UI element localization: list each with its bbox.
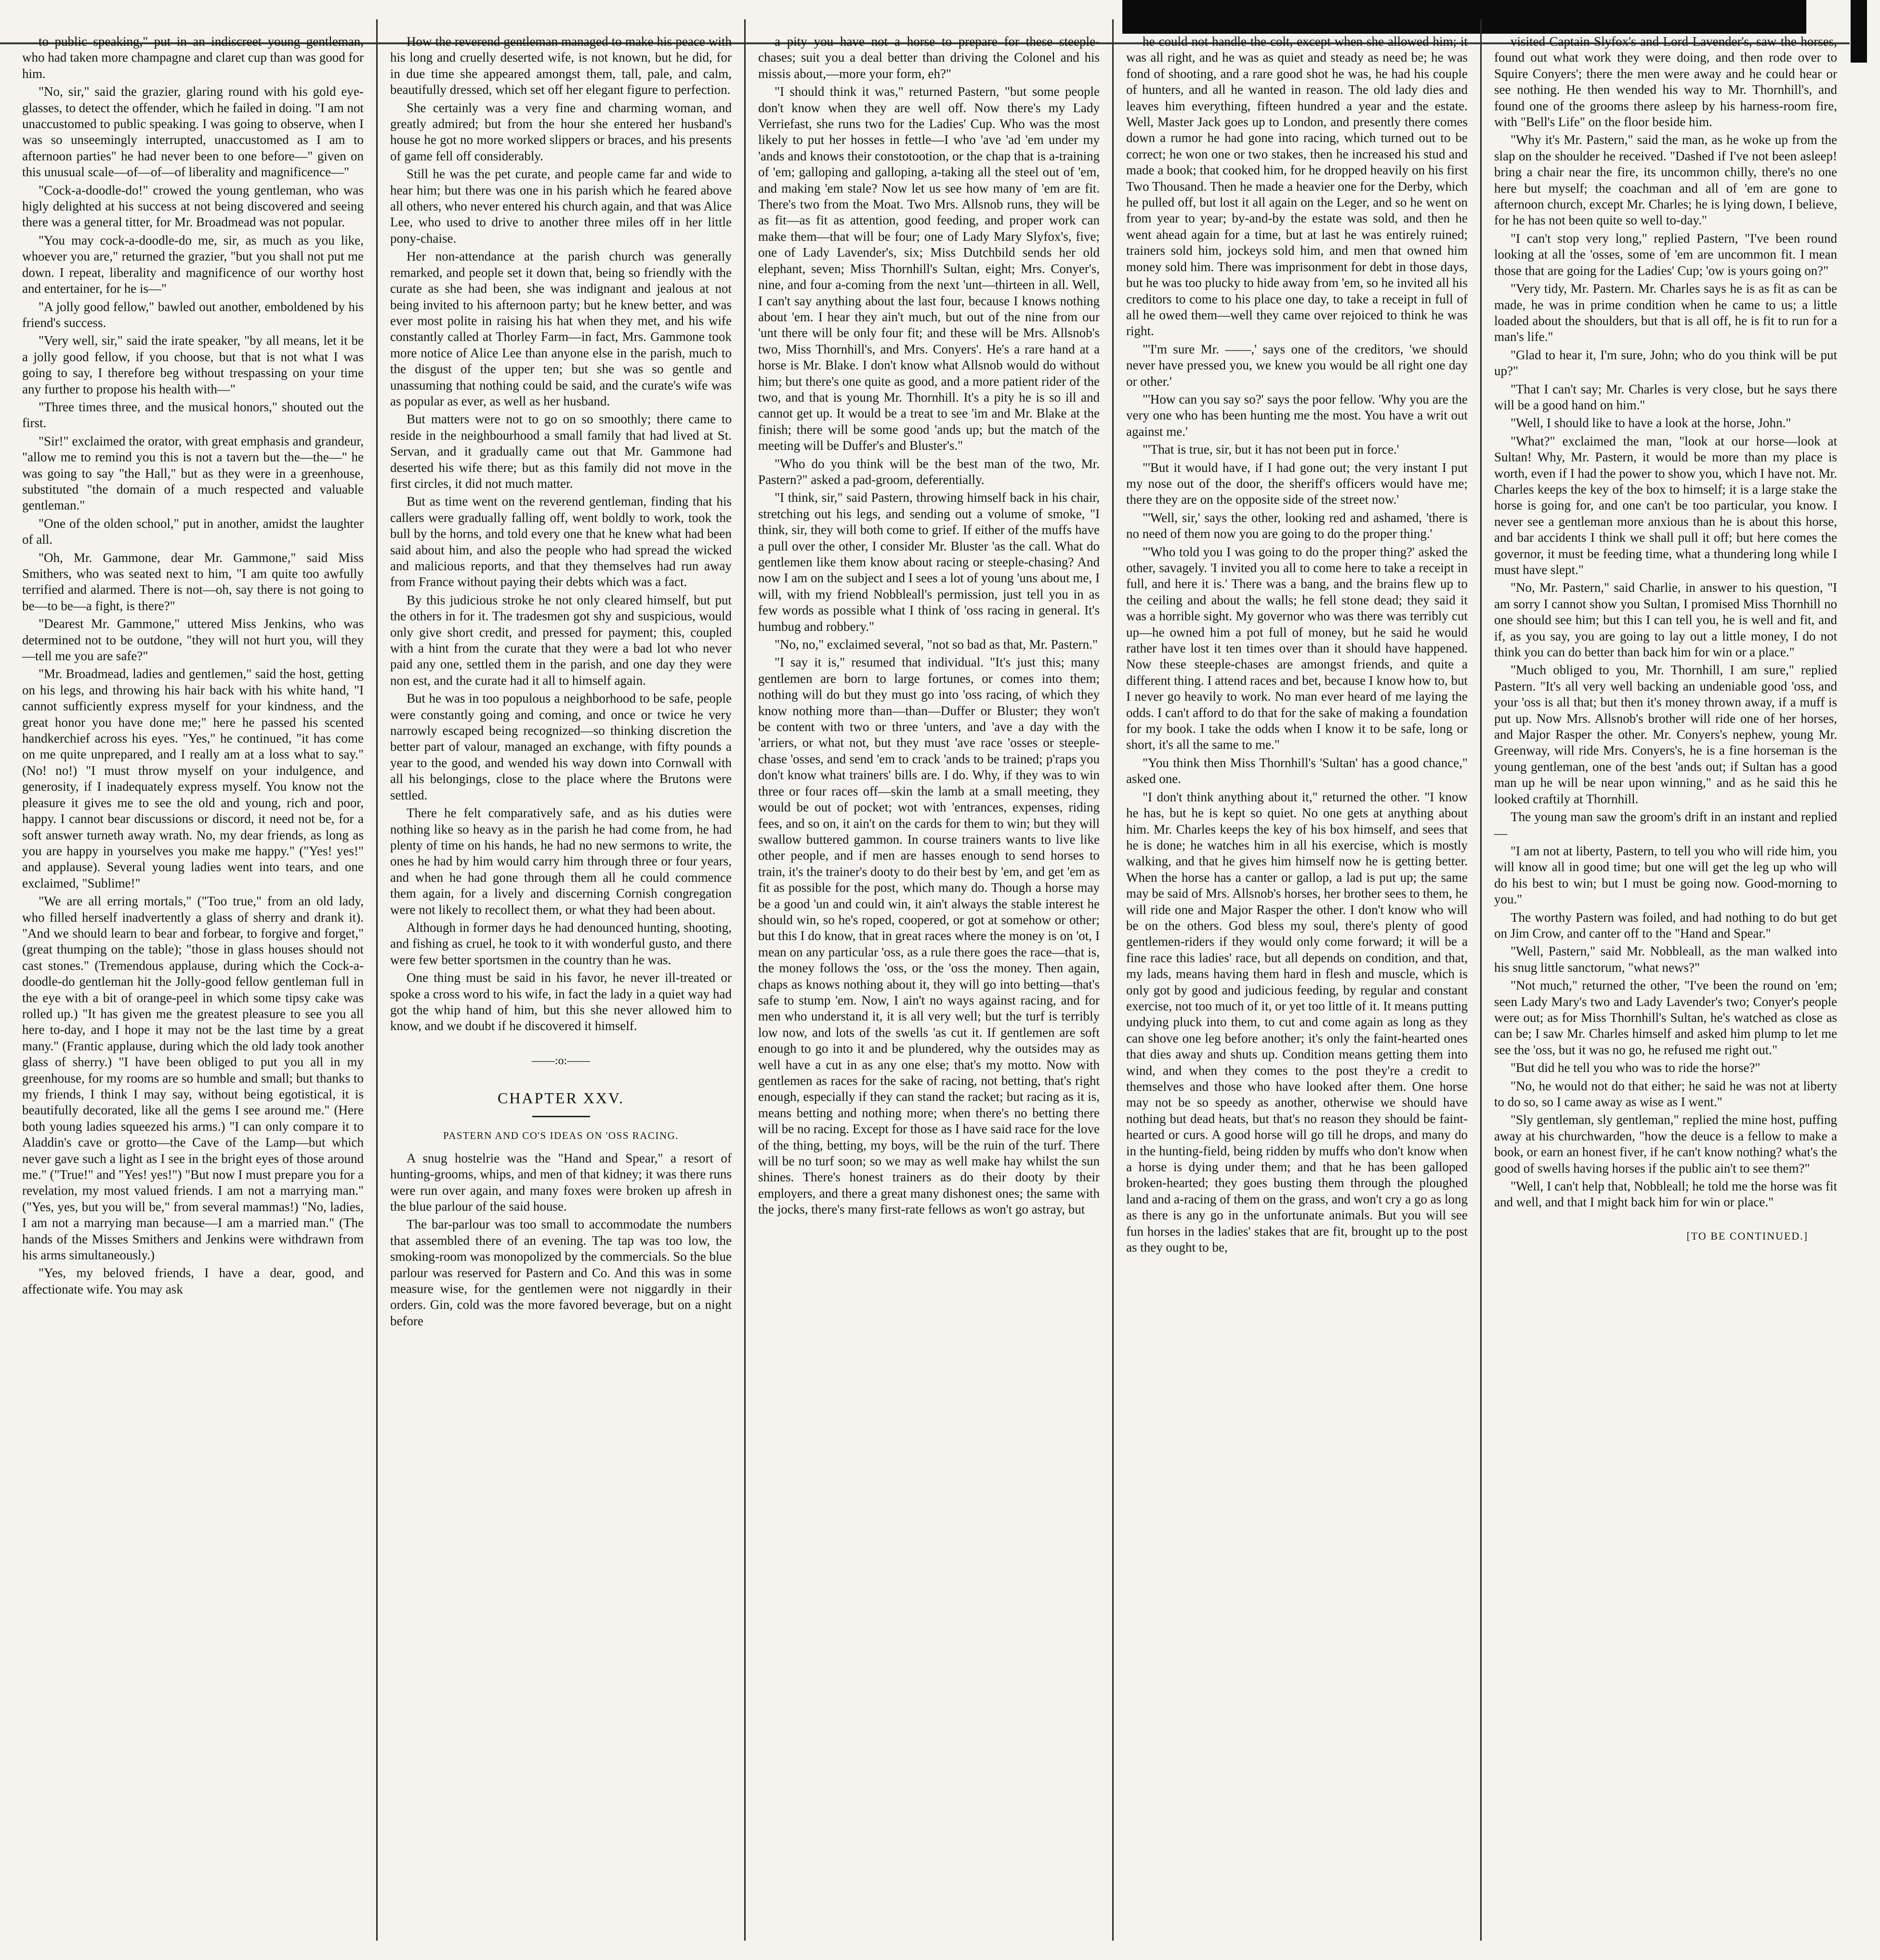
paragraph: But matters were not to go on so smoothly; there came to reside in the neighbourhood a small family that had lived at St. Servan, and it gradually came out that Mr. Gammone had deserted his wife there; but as this family did not move in the first circles, it did not much matter. <box>390 412 732 491</box>
paragraph: "Mr. Broadmead, ladies and gentlemen," said the host, getting on his legs, and throwing his hair back with his white hand, "I cannot sufficiently express myself for your kindness, and the great honor you have done me;" here he passed his scented handkerchief across his eyes. "Yes," he continued, "it has come on me quite unprepared, and I really am at a loss what to say." (No! no!) "I must throw myself on your indulgence, and generosity, if I inadequately express myself. You know not the pleasure it gives me to see the old and young, rich and poor, happy. I cannot bear discussions or discord, it need not be, for a soft answer turneth away wrath. No, my dear friends, as long as you are happy in yourselves you make me happy." ("Yes! yes!" and applause). Several young ladies went into tears, and one exclaimed, "Sublime!" <box>22 666 364 890</box>
column-2 <box>378 19 746 1941</box>
paragraph: "That I can't say; Mr. Charles is very close, but he says there will be a good hand on him." <box>1494 381 1837 412</box>
paragraph: How the reverend gentleman managed to make his peace with his long and cruelly deserted wife, is not known, but he did, for in due time she appeared amongst them, tall, pale, and calm, beautifully dressed, which set off her elegant figure to perfection. <box>390 34 732 97</box>
paragraph: "You think then Miss Thornhill's 'Sultan' has a good chance," asked one. <box>1126 755 1468 786</box>
paragraph: "Sly gentleman, sly gentleman," replied the mine host, puffing away at his churchwarden, "how the deuce is a fellow to make a book, or earn an honest fiver, if he can't know nothing? what's the good of swells having horses if the public ain't to see them?" <box>1494 1112 1837 1176</box>
paragraph: "Sir!" exclaimed the orator, with great emphasis and grandeur, "allow me to remind you this is not a tavern but the—the—" he was going to say "the Hall," but as they were in a greenhouse, substituted "the domain of a much respected and valuable gentleman." <box>22 433 364 513</box>
paragraph: "I say it is," resumed that individual. "It's just this; many gentlemen are born to large fortunes, or comes into them; nothing will do but they must go into 'oss racing, of which they know nothing more than—than—Duffer or Bluster; they won't be content with two or three 'unters, and 'ave a day with the 'arriers, or what not, but they must 'ave race 'osses or steeple-chase 'osses, and send 'em to crack 'ands to be trained; p'raps you don't know what trainers' bills are. I do. Why, if they was to win three or four races off—skin the lamb at a small meeting, they would be out of pocket; wot with 'entrances, expenses, riding fees, and so on, it ain't on the cards for them to win; but they will swallow buttered gammon. In course trainers wants to live like other people, and if men are hasses enough to send horses to train, it's the trainer's dooty to do their best by 'em, and get 'em as fit as possible for the post, which many do. Though a horse may be a good 'un and could win, it ain't always the stable interest he should win, so he's roped, coopered, or got at somehow or other; but this I do know, that in great races where the money is on 'ot, I mean on any particular 'oss, as a rule there goes the race—that is, the money follows the 'oss, or the 'oss the money. Then again, chaps as knows nothing about it, they will go into betting—that's safe to stump 'em. Now, I ain't no ways against racing, and for men who understand it, it is all very well; but the turf is terribly low now, and lots of the swells 'as cut it. If gentlemen are soft enough to go into it and be plundered, why the outsides may as well have a cut in as any one else; that's my motto. Now with gentlemen as races for the sake of racing, not betting, that's right enough, especially if they can stand the racket; but racing as it is, means betting and nothing more; when there's no betting there will be no racing. Except for those as I have said race for the love of the thing, betting, my boys, will be the ruin of the turf. There will be no turf soon; so we may as well make hay whilst the sun shines. There's honest trainers as do their dooty by their employers, and there a great many dishonest ones; the same with the jocks, there's many first-rate fellows as won't go astray, but <box>758 655 1100 1217</box>
paragraph: "Cock-a-doodle-do!" crowed the young gentleman, who was higly delighted at his success at not being discovered and seeing there was a general titter, for Mr. Broadmead was not popular. <box>22 183 364 230</box>
paragraph: he could not handle the colt, except when she allowed him; it was all right, and he was as quiet and steady as need be; he was fond of shooting, and a rare good shot he was, he had his couple of hunters, and all he wanted in reason. The old lady dies and leaves him everything, fifteen hundred a year and the estate. Well, Master Jack goes up to London, and presently there comes down a rumor he had gone into racing, which turned out to be correct; he won one or two stakes, then he increased his stud and made a book; that cooked him, for he dropped heavily on his first Two Thousand. Then he made a heavier one for the Derby, which he pulled off, but lost it all again on the Leger, and so he went on from year to year; by-and-by the estate was sold, and then he went ahead again for a time, but at last he was entirely ruined; trainers sold him, jockeys sold him, and men that owned him money sold him. There was imprisonment for debt in those days, but he was too plucky to hide away from 'em, so he invited all his creditors to come to his place one day, to take a receipt in full of all he owed them—well they came over rejoiced to think he was right. <box>1126 34 1468 339</box>
scan-dark-edge-right <box>1851 0 1867 63</box>
paragraph: The young man saw the groom's drift in an instant and replied— <box>1494 810 1837 840</box>
chapter-heading <box>390 1054 732 1142</box>
paragraph: "No, no," exclaimed several, "not so bad as that, Mr. Pastern." <box>775 637 1098 652</box>
paragraph: "No, he would not do that either; he said he was not at liberty to do so, so I came away as wise as I went." <box>1494 1078 1837 1109</box>
to-be-continued: [TO BE CONTINUED.] <box>1686 1229 1808 1242</box>
chapter-title: CHAPTER XXV. <box>498 1089 624 1107</box>
paragraph: "'But it would have, if I had gone out; the very instant I put my nose out of the door, the sheriff's officers would have me; there they are on the opposite side of the street now.' <box>1126 460 1468 507</box>
chapter-subtitle: PASTERN AND CO'S IDEAS ON 'OSS RACING. <box>443 1129 679 1141</box>
paragraph: "Who do you think will be the best man of the two, Mr. Pastern?" asked a pad-groom, deferentially. <box>758 456 1100 487</box>
column-5 <box>1482 19 1850 1941</box>
paragraph: "'How can you say so?' says the poor fellow. 'Why you are the very one who has been hunting me the most. You have a writ out against me.' <box>1126 392 1468 439</box>
paragraph: "Very tidy, Mr. Pastern. Mr. Charles says he is as fit as can be made, he was in prime condition when he came to us; a little loaded about the shoulders, but that is all off, he is fit to run for a man's life." <box>1494 281 1837 344</box>
paragraph: "Three times three, and the musical honors," shouted out the first. <box>22 399 364 431</box>
paragraph: "Oh, Mr. Gammone, dear Mr. Gammone," said Miss Smithers, who was seated next to him, "I am quite too awfully terrified and alarmed. There is not—oh, say there is not going to be—to be—a fight, is there?" <box>22 550 364 613</box>
column-1 <box>10 19 378 1941</box>
paragraph: "Much obliged to you, Mr. Thornhill, I am sure," replied Pastern. "It's all very well backing an undeniable good 'oss, and your 'oss is all that; but then it's money thrown away, if a muff is put up. Now Mrs. Allsnob's brother will ride one of her horses, and Major Rasper the other. Mr. Conyers's nephew, young Mr. Greenway, will ride Mrs. Conyers's, he is a fine horseman is the young gentleman, one of the best 'ands out; if Sultan has a good man up he will be near upon winning," and as he said this he looked craftily at Thornhill. <box>1494 663 1837 806</box>
newspaper-page <box>10 19 1850 1941</box>
paragraph: But as time went on the reverend gentleman, finding that his callers were gradually falling off, went boldly to work, took the bull by the horns, and told every one that he knew what had been said about him, and also the people who had spread the wicked and malicious reports, and that they themselves had run away from France without paying their debts which was a fact. <box>390 494 732 589</box>
paragraph: She certainly was a very fine and charming woman, and greatly admired; but from the hour she entered her husband's house he got no more worked slippers or braces, and his presents of game fell off considerably. <box>390 100 732 163</box>
paragraph: "I am not at liberty, Pastern, to tell you who will ride him, you will know all in good time; but one will get the leg up who will do his best to win; but I must be going now. Good-morning to you." <box>1494 843 1837 907</box>
paragraph: "I can't stop very long," replied Pastern, "I've been round looking at all the 'osses, some of 'em are uncommon fit. I mean those that are going for the Ladies' Cup; 'ow is yours going on?" <box>1494 231 1837 278</box>
paragraph: "We are all erring mortals," ("Too true," from an old lady, who filled herself inadvertently a glass of sherry and drank it). "And we should learn to bear and forbear, to forgive and forget," (great thumping on the table); "those in glass houses should not cast stones." (Tremendous applause, during which the Cock-a-doodle-do gentleman hit the Jolly-good fellow gentleman full in the eye with a bit of orange-peel in which some tipsy cake was rolled up.) "It has given me the greatest pleasure to see you all here to-day, and I hope it may not be the last time by a great many." (Frantic applause, during which the old lady took another glass of sherry.) "I have been obliged to put you all in my greenhouse, for my rooms are so humble and small; but thanks to my friends, I think I may say, without being egotistical, it is beautifully decorated, like all the gems I see around me." (Here both young ladies squeezed his arms.) "I can only compare it to Aladdin's cave or grotto—the Cave of the Lamp—but which never gave such a light as I see in the bright eyes of those around me." ("True!" and "Yes! yes!") "But now I must prepare you for a revelation, my most valued friends. I am not a marrying man." ("Yes, yes, but you will be," from several mammas!) "No, ladies, I am not a marrying man because—I am a married man." (The hands of the Misses Smithers and Jenkins were withdrawn from his arms simultaneously.) <box>22 894 364 1263</box>
paragraph: "'Who told you I was going to do the proper thing?' asked the other, savagely. 'I invited you all to come here to take a receipt in full, and here it is.' There was a bang, and the brains flew up to the ceiling and about the walls; he fell stone dead; they said it was a horrible sight. My governor who was there was terribly cut up—he owned him a pot full of money, but he said he would rather have lost it ten times over than it should have happened. Now these steeple-chases are amongst friends, and quite a different thing. I attend races and bet, because I know how to, but I never go heavily to work. No man ever heard of me laying the odds. I can't afford to do that for the sake of making a foundation for my book. I take the odds when I know it to be safe, long or short, it's all the same to me." <box>1126 544 1468 752</box>
paragraph: "Dearest Mr. Gammone," uttered Miss Jenkins, who was determined not to be outdone, "they will not hurt you, will they—tell me you are safe?" <box>22 616 364 664</box>
paragraph: "'I'm sure Mr. ——,' says one of the creditors, 'we should never have pressed you, we knew you would be all right one day or other.' <box>1126 341 1468 389</box>
paragraph: "What?" exclaimed the man, "look at our horse—look at Sultan! Why, Mr. Pastern, it would be more than my place is worth, even if I had the power to show you, which I have not. Mr. Charles keeps the key of the box to himself; it is a large stake the horse is going for, and one can't be too particular, you know. I never see a gentleman more anxious than he is about this horse, and bar accidents I think we shall pull it off; but here comes the governor, it must be feeding time, what a thundering long while I must have slept." <box>1494 433 1837 577</box>
paragraph: "Not much," returned the other, "I've been the round on 'em; seen Lady Mary's two and Lady Lavender's two; Conyer's people were out; as for Miss Thornhill's Sultan, he's watched as close as can be; I saw Mr. Charles himself and asked him plump to let me see the 'oss, but it was no go, he refused me right out." <box>1494 978 1837 1057</box>
paragraph: "No, Mr. Pastern," said Charlie, in answer to his question, "I am sorry I cannot show you Sultan, I promised Miss Thornhill no one should see him; but this I can tell you, he is well and fit, and if, as you say, you are going to lay out a little money, I do not think you can do better than back him for win or a place." <box>1494 580 1837 660</box>
paragraph: "I don't think anything about it," returned the other. "I know he has, but he is kept so quiet. No one gets at anything about him. Mr. Charles keeps the key of his box himself, and sees that he is done; he watches him in all his exercise, which is mostly walking, and that he gives him himself now he is getting better. When the horse has a canter or gallop, a lad is put up; the same may be said of Mrs. Allsnob's horses, her brother sees to them, he will ride one and Major Rasper the other. I don't know who will be on the others. God bless my soul, there's plenty of good gentlemen-riders if they would only come forward; it will be a fine race this ladies' race, but all depends on condition, and that, my lads, means having them hard in flesh and muscle, which is only got by good and judicious feeding, by regular and constant exercise, not too much of it, or yet too little of it. It means putting undying pluck into them, to cut and come again as long as they can shove one leg before another; it's only the faint-hearted ones that dies away and shuts up. Condition means getting them into wind, and when they comes to the post they're a credit to themselves and those who have looked after them. One horse may not be so speedy as another, otherwise we should have nothing but dead heats, but that's no reason they should be faint-hearted or curs. A good horse will go till he drops, and many do in the hunting-field, being ridden by muffs who don't know when a horse is dying under them; and that he has been galloped broken-hearted; they goes busting them through the ploughed land and a-racing of them on the grass, and won't cry a go as long as there is any go in the unfortunate animals. But you will see fun horses in the ladies' stakes that are fit, brought up to the post as they ought to be, <box>1126 789 1468 1255</box>
paragraph: "One of the olden school," put in another, amidst the laughter of all. <box>22 516 364 547</box>
paragraph: "A jolly good fellow," bawled out another, emboldened by his friend's success. <box>22 299 364 330</box>
paragraph: "You may cock-a-doodle-do me, sir, as much as you like, whoever you are," returned the grazier, "but you shall not put me down. I repeat, liberality and magnificence of our worthy host and entertainer, for he is—" <box>22 233 364 296</box>
paragraph: "I should think it was," returned Pastern, "but some people don't know when they are well off. Now there's my Lady Verriefast, she runs two for the Ladies' Cup. Who was the most likely to put her hosses in fettle—I who 'ave 'ad 'em under my 'ands and knows their constotootion, or the chap that is a-training of 'em; galloping and galloping, a-taking all the steel out of 'em, and making 'em stale? Now let us see how many of 'em are fit. There's two from the Moat. Two Mrs. Allsnob runs, they will be as fit—as fit as attention, good feeding, and proper work can make them—that will be four; one of Lady Mary Slyfox's, five; one of Lady Lavender's, six; Miss Dutchbild sends her old elephant, seven; Miss Thornhill's Sultan, eight; Mrs. Conyer's, nine, and four a-coming from the next 'unt—thirteen in all. Well, I can't say anything about the last four, because I knows nothing about 'em. I hear they ain't much, but out of the nine from our 'unt there will be only four fit; and these will be Mrs. Allsnob's two, Miss Thornhill's, and Mrs. Conyers'. He's a rare hand at a horse is Mr. Blake. I don't know what Allsnob would do without him; but there's one quite as good, and a more patient rider of the two, and that is young Mr. Thornhill. It's a pity he is so ill and cannot get up. It would be a treat to see 'im and Mr. Blake at the finish; there will be some good 'ands up; but the match of the meeting will be Duffer's and Bluster's." <box>758 84 1100 453</box>
paragraph: "'That is true, sir, but it has not been put in force.' <box>1143 442 1399 457</box>
paragraph: "Well, Pastern," said Mr. Nobbleall, as the man walked into his snug little sanctorum, "what news?" <box>1494 944 1837 975</box>
paragraph: Still he was the pet curate, and people came far and wide to hear him; but there was one in his parish which he feared above all others, who never entered his church again, and that was Alice Lee, who used to drive to another three miles off in her little pony-chaise. <box>390 167 732 246</box>
paragraph: "Yes, my beloved friends, I have a dear, good, and affectionate wife. You may ask <box>22 1266 364 1296</box>
paragraph: Her non-attendance at the parish church was generally remarked, and people set it down that, being so friendly with the curate as she had been, she was indignant and jealous at not being invited to his afternoon party; but he knew better, and was ever most polite in raising his hat when they met, and his wife constantly called at Thorley Farm—in fact, Mrs. Gammone took more notice of Alice Lee than anyone else in the parish, much to the disgust of the upper ten; but she was so gentle and unassuming that nothing could be said, and the curate's wife was as popular as ever, as well as her husband. <box>390 249 732 408</box>
paragraph: "I think, sir," said Pastern, throwing himself back in his chair, stretching out his legs, and sending out a volume of smoke, "I think, sir, they will both come to grief. If either of the muffs have a pull over the other, I consider Mr. Bluster 'as the call. What do gentlemen like them know about racing or steeple-chasing? And now I am on the subject and I sees a lot of young 'uns about me, I will, with my friend Nobbleall's permission, just tell you in as few words as possible what I think of 'oss racing in general. It's humbug and robbery." <box>758 490 1100 634</box>
paragraph: By this judicious stroke he not only cleared himself, but put the others in for it. The tradesmen got shy and suspicious, would only give short credit, and pressed for payment; this, coupled with a hint from the curate that they were a bad lot who never paid any one, settled them in the parish, and one day they were non est, and the curate had it all to himself again. <box>390 592 732 688</box>
paragraph: "'Well, sir,' says the other, looking red and ashamed, 'there is no need of them now you are going to do the proper thing.' <box>1126 510 1468 541</box>
paragraph: "Well, I should like to have a look at the horse, John." <box>1511 416 1791 431</box>
paragraph: "No, sir," said the grazier, glaring round with his gold eye-glasses, to detect the offender, which he failed in doing. "I am not unaccustomed to public speaking. I was going to observe, when I was so unseemingly interrupted, unaccustomed as I am to afternoon parties" he had never been to one before—" given on this unusual scale—of—of—of liberality and magnificence—" <box>22 84 364 180</box>
paragraph: The worthy Pastern was foiled, and had nothing to do but get on Jim Crow, and canter off to the "Hand and Spear." <box>1494 910 1837 941</box>
paragraph: a pity you have not a horse to prepare for these steeple-chases; suit you a deal better than driving the Colonel and his missis about,—more your form, eh?" <box>758 34 1100 81</box>
column-4 <box>1114 19 1482 1941</box>
paragraph: But he was in too populous a neighborhood to be safe, people were constantly going and coming, and once or twice he very narrowly escaped being recognized—so thinking discretion the better part of valour, managed an exchange, with fifty pounds a year to the good, and wended his way down into Cornwall with all his belongings, close to the place where the Brutons were settled. <box>390 691 732 802</box>
paragraph: Although in former days he had denounced hunting, shooting, and fishing as cruel, he took to it with wonderful gusto, and there were few better sportsmen in the country than he was. <box>390 920 732 967</box>
paragraph: One thing must be said in his favor, he never ill-treated or spoke a cross word to his wife, in fact the lady in a quiet way had got the whip hand of him, but this she never allowed him to know, and we doubt if he discovered it himself. <box>390 970 732 1033</box>
paragraph: "Very well, sir," said the irate speaker, "by all means, let it be a jolly good fellow, if you choose, but that is not what I was going to say, I therefore beg without trespassing on your time any further to propose his health with—" <box>22 333 364 396</box>
paragraph: to public speaking," put in an indiscreet young gentleman, who had taken more champagne and claret cup than was good for him. <box>22 34 364 81</box>
paragraph: The bar-parlour was too small to accommodate the numbers that assembled there of an evening. The tap was too low, the smoking-room was monopolized by the commercials. So the blue parlour was reserved for Pastern and Co. And this was in some measure wise, for the gentlemen were not niggardly in their orders. Gin, cold was the more favored beverage, but on a night before <box>390 1217 732 1328</box>
chapter-rule <box>532 1116 590 1117</box>
section-ornament: ——:o:—— <box>531 1054 591 1067</box>
paragraph: "But did he tell you who was to ride the horse?" <box>1511 1060 1761 1075</box>
column-3 <box>746 19 1114 1941</box>
paragraph: "Well, I can't help that, Nobbleall; he told me the horse was fit and well, and that I might back him for win or place." <box>1494 1179 1837 1210</box>
paragraph: "Why it's Mr. Pastern," said the man, as he woke up from the slap on the shoulder he received. "Dashed if I've not been asleep! bring a chair near the fire, its uncommon chilly, there's no one here but myself; the coachman and all of 'em are gone to afternoon church, except Mr. Charles; he is lying down, I believe, for he has not been quite so well to-day." <box>1494 132 1837 228</box>
paragraph: "Glad to hear it, I'm sure, John; who do you think will be put up?" <box>1494 347 1837 379</box>
paragraph: A snug hostelrie was the "Hand and Spear," a resort of hunting-grooms, whips, and men of that kidney; it was there runs were run over again, and many foxes were broken up afresh in the blue parlour of the said house. <box>390 1150 732 1214</box>
paragraph: visited Captain Slyfox's and Lord Lavender's, saw the horses, found out what work they were doing, and then rode over to Squire Conyers'; there the men were away and he could hear or see nothing. He then wended his way to Mr. Thornhill's, and found one of the grooms there asleep by his harness-room fire, with "Bell's Life" on the floor beside him. <box>1494 34 1837 130</box>
paragraph: There he felt comparatively safe, and as his duties were nothing like so heavy as in the parish he had come from, he had plenty of time on his hands, he had no new sermons to write, the ones he had by him would carry him through three or four years, and when he had gone through them all he could commence them again, for a lively and discerning Cornish congregation were not likely to recollect them, or what they had been about. <box>390 806 732 917</box>
